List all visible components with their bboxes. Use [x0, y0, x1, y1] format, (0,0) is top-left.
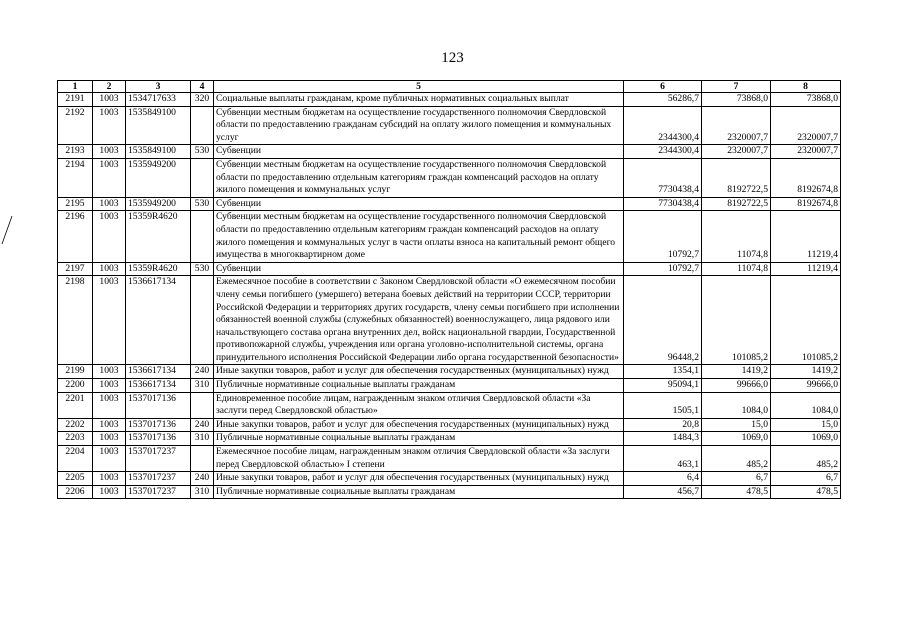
- amount-year1-cell: 56286,7: [624, 93, 702, 107]
- section-code-cell: 1003: [93, 262, 126, 276]
- row-number-cell: 2204: [58, 446, 93, 472]
- description-cell: Единовременное пособие лицам, награжденным знаком отличия Свердловской области «За заслуги перед Свердловской областью»: [214, 392, 624, 418]
- header-cell: 2: [93, 81, 126, 93]
- section-code-cell: 1003: [93, 106, 126, 145]
- expense-type-cell: [191, 158, 214, 197]
- target-article-cell: 1537017136: [126, 392, 191, 418]
- amount-year1-cell: 10792,7: [624, 262, 702, 276]
- amount-year3-cell: 8192674,8: [771, 158, 841, 197]
- description-cell: Субвенции местным бюджетам на осуществление государственного полномочия Свердловской области по предоставлению гражданам субсидий на оплату жилого помещения и коммунальных услуг: [214, 106, 624, 145]
- amount-year3-cell: 2320007,7: [771, 106, 841, 145]
- target-article-cell: 15359R4620: [126, 211, 191, 262]
- amount-year3-cell: 99666,0: [771, 379, 841, 393]
- section-code-cell: 1003: [93, 365, 126, 379]
- amount-year2-cell: 2320007,7: [702, 106, 771, 145]
- expense-type-cell: 240: [191, 472, 214, 486]
- amount-year1-cell: 463,1: [624, 446, 702, 472]
- amount-year3-cell: 11219,4: [771, 262, 841, 276]
- row-number-cell: 2191: [58, 93, 93, 107]
- target-article-cell: 1534717633: [126, 93, 191, 107]
- description-cell: Иные закупки товаров, работ и услуг для обеспечения государственных (муниципальных) нужд: [214, 418, 624, 432]
- amount-year3-cell: 1084,0: [771, 392, 841, 418]
- amount-year2-cell: 6,7: [702, 472, 771, 486]
- section-code-cell: 1003: [93, 432, 126, 446]
- table-row: [58, 379, 841, 393]
- section-code-cell: 1003: [93, 392, 126, 418]
- table-row: [58, 485, 841, 499]
- amount-year2-cell: 15,0: [702, 418, 771, 432]
- row-number-cell: 2196: [58, 211, 93, 262]
- table-row: [58, 446, 841, 472]
- amount-year1-cell: 2344300,4: [624, 145, 702, 159]
- amount-year1-cell: 456,7: [624, 485, 702, 499]
- description-cell: Субвенции местным бюджетам на осуществление государственного полномочия Свердловской области по предоставлению отдельным категориям граждан компенсаций расходов на оплату жилого помещения и коммунальных услуг в части оплаты взноса на капитальный ремонт общего имущества в многоквартирном доме: [214, 211, 624, 262]
- table-row: [58, 93, 841, 107]
- expense-type-cell: 530: [191, 262, 214, 276]
- section-code-cell: 1003: [93, 418, 126, 432]
- section-code-cell: 1003: [93, 446, 126, 472]
- amount-year2-cell: 2320007,7: [702, 145, 771, 159]
- amount-year1-cell: 1354,1: [624, 365, 702, 379]
- target-article-cell: 1535949200: [126, 158, 191, 197]
- table-row: [58, 365, 841, 379]
- row-number-cell: 2200: [58, 379, 93, 393]
- table-row: [58, 418, 841, 432]
- expense-type-cell: [191, 211, 214, 262]
- amount-year2-cell: 478,5: [702, 485, 771, 499]
- amount-year2-cell: 101085,2: [702, 276, 771, 365]
- amount-year3-cell: 8192674,8: [771, 197, 841, 211]
- row-number-cell: 2201: [58, 392, 93, 418]
- header-cell: 7: [702, 81, 771, 93]
- table-row: [58, 106, 841, 145]
- amount-year2-cell: 8192722,5: [702, 158, 771, 197]
- description-cell: Ежемесячное пособие лицам, награжденным знаком отличия Свердловской области «За заслуги перед Свердловской областью» I степени: [214, 446, 624, 472]
- table-row: [58, 392, 841, 418]
- description-cell: Субвенции: [214, 197, 624, 211]
- description-cell: Ежемесячное пособие в соответствии с Законом Свердловской области «О ежемесячном пособии члену семьи погибшего (умершего) ветерана боевых действий на территории СССР, территории Российской Федерации и территориях других государств, члену семьи погибшего при исполнении обязанностей военной службы (служебных обязанностей) военнослужащего, лица рядового или начальствующего состава органа внутренних дел, войск национальной гвардии, Государственной противопожарной службы, учреждения или органа уголовно-исполнительной системы, органа принудительного исполнения Российской Федерации либо органа государственной безопасности»: [214, 276, 624, 365]
- amount-year1-cell: 20,8: [624, 418, 702, 432]
- target-article-cell: 1535949200: [126, 197, 191, 211]
- amount-year1-cell: 2344300,4: [624, 106, 702, 145]
- target-article-cell: 1537017136: [126, 432, 191, 446]
- section-code-cell: 1003: [93, 158, 126, 197]
- amount-year1-cell: 7730438,4: [624, 197, 702, 211]
- target-article-cell: 1535849100: [126, 106, 191, 145]
- section-code-cell: 1003: [93, 472, 126, 486]
- target-article-cell: 1537017237: [126, 446, 191, 472]
- expense-type-cell: [191, 392, 214, 418]
- amount-year1-cell: 1505,1: [624, 392, 702, 418]
- section-code-cell: 1003: [93, 197, 126, 211]
- page-number: 123: [441, 50, 464, 66]
- section-code-cell: 1003: [93, 93, 126, 107]
- description-cell: Субвенции: [214, 145, 624, 159]
- section-code-cell: 1003: [93, 145, 126, 159]
- amount-year1-cell: 7730438,4: [624, 158, 702, 197]
- description-cell: Субвенции: [214, 262, 624, 276]
- row-number-cell: 2202: [58, 418, 93, 432]
- amount-year2-cell: 8192722,5: [702, 197, 771, 211]
- amount-year3-cell: 6,7: [771, 472, 841, 486]
- row-number-cell: 2197: [58, 262, 93, 276]
- header-cell: 4: [191, 81, 214, 93]
- amount-year3-cell: 73868,0: [771, 93, 841, 107]
- description-cell: Иные закупки товаров, работ и услуг для обеспечения государственных (муниципальных) нужд: [214, 472, 624, 486]
- section-code-cell: 1003: [93, 211, 126, 262]
- expense-type-cell: 310: [191, 485, 214, 499]
- header-cell: 8: [771, 81, 841, 93]
- description-cell: Социальные выплаты гражданам, кроме публичных нормативных социальных выплат: [214, 93, 624, 107]
- target-article-cell: 1536617134: [126, 379, 191, 393]
- margin-scribble: [0, 215, 14, 245]
- row-number-cell: 2192: [58, 106, 93, 145]
- target-article-cell: 1536617134: [126, 365, 191, 379]
- amount-year1-cell: 6,4: [624, 472, 702, 486]
- amount-year3-cell: 485,2: [771, 446, 841, 472]
- expense-type-cell: 310: [191, 379, 214, 393]
- table-row: [58, 158, 841, 197]
- amount-year2-cell: 99666,0: [702, 379, 771, 393]
- amount-year2-cell: 11074,8: [702, 211, 771, 262]
- header-cell: 5: [214, 81, 624, 93]
- row-number-cell: 2199: [58, 365, 93, 379]
- expense-type-cell: 240: [191, 365, 214, 379]
- amount-year2-cell: 485,2: [702, 446, 771, 472]
- expense-type-cell: [191, 106, 214, 145]
- description-cell: Публичные нормативные социальные выплаты гражданам: [214, 432, 624, 446]
- amount-year2-cell: 73868,0: [702, 93, 771, 107]
- expense-type-cell: [191, 446, 214, 472]
- amount-year3-cell: 15,0: [771, 418, 841, 432]
- amount-year2-cell: 1419,2: [702, 365, 771, 379]
- amount-year3-cell: 1419,2: [771, 365, 841, 379]
- amount-year3-cell: 478,5: [771, 485, 841, 499]
- description-cell: Субвенции местным бюджетам на осуществление государственного полномочия Свердловской области по предоставлению отдельным категориям граждан компенсаций расходов на оплату жилого помещения и коммунальных услуг: [214, 158, 624, 197]
- amount-year2-cell: 11074,8: [702, 262, 771, 276]
- target-article-cell: 1537017237: [126, 472, 191, 486]
- amount-year3-cell: 101085,2: [771, 276, 841, 365]
- expense-type-cell: 530: [191, 197, 214, 211]
- expense-type-cell: 320: [191, 93, 214, 107]
- amount-year1-cell: 10792,7: [624, 211, 702, 262]
- target-article-cell: 15359R4620: [126, 262, 191, 276]
- row-number-cell: 2193: [58, 145, 93, 159]
- row-number-cell: 2198: [58, 276, 93, 365]
- header-row: [58, 81, 841, 93]
- table-row: [58, 145, 841, 159]
- target-article-cell: 1537017136: [126, 418, 191, 432]
- row-number-cell: 2203: [58, 432, 93, 446]
- amount-year1-cell: 95094,1: [624, 379, 702, 393]
- amount-year1-cell: 96448,2: [624, 276, 702, 365]
- table-row: [58, 276, 841, 365]
- amount-year3-cell: 2320007,7: [771, 145, 841, 159]
- section-code-cell: 1003: [93, 276, 126, 365]
- description-cell: Иные закупки товаров, работ и услуг для обеспечения государственных (муниципальных) нужд: [214, 365, 624, 379]
- header-cell: 3: [126, 81, 191, 93]
- target-article-cell: 1535849100: [126, 145, 191, 159]
- header-cell: 6: [624, 81, 702, 93]
- target-article-cell: 1536617134: [126, 276, 191, 365]
- table-row: [58, 472, 841, 486]
- amount-year1-cell: 1484,3: [624, 432, 702, 446]
- expense-type-cell: [191, 276, 214, 365]
- target-article-cell: 1537017237: [126, 485, 191, 499]
- description-cell: Публичные нормативные социальные выплаты гражданам: [214, 379, 624, 393]
- expense-type-cell: 240: [191, 418, 214, 432]
- header-cell: 1: [58, 81, 93, 93]
- row-number-cell: 2206: [58, 485, 93, 499]
- section-code-cell: 1003: [93, 379, 126, 393]
- expense-type-cell: 310: [191, 432, 214, 446]
- table-row: [58, 262, 841, 276]
- amount-year3-cell: 1069,0: [771, 432, 841, 446]
- row-number-cell: 2195: [58, 197, 93, 211]
- amount-year2-cell: 1084,0: [702, 392, 771, 418]
- amount-year3-cell: 11219,4: [771, 211, 841, 262]
- row-number-cell: 2205: [58, 472, 93, 486]
- description-cell: Публичные нормативные социальные выплаты гражданам: [214, 485, 624, 499]
- table-row: [58, 197, 841, 211]
- section-code-cell: 1003: [93, 485, 126, 499]
- table-row: [58, 432, 841, 446]
- budget-table: [57, 80, 841, 499]
- amount-year2-cell: 1069,0: [702, 432, 771, 446]
- expense-type-cell: 530: [191, 145, 214, 159]
- table-row: [58, 211, 841, 262]
- row-number-cell: 2194: [58, 158, 93, 197]
